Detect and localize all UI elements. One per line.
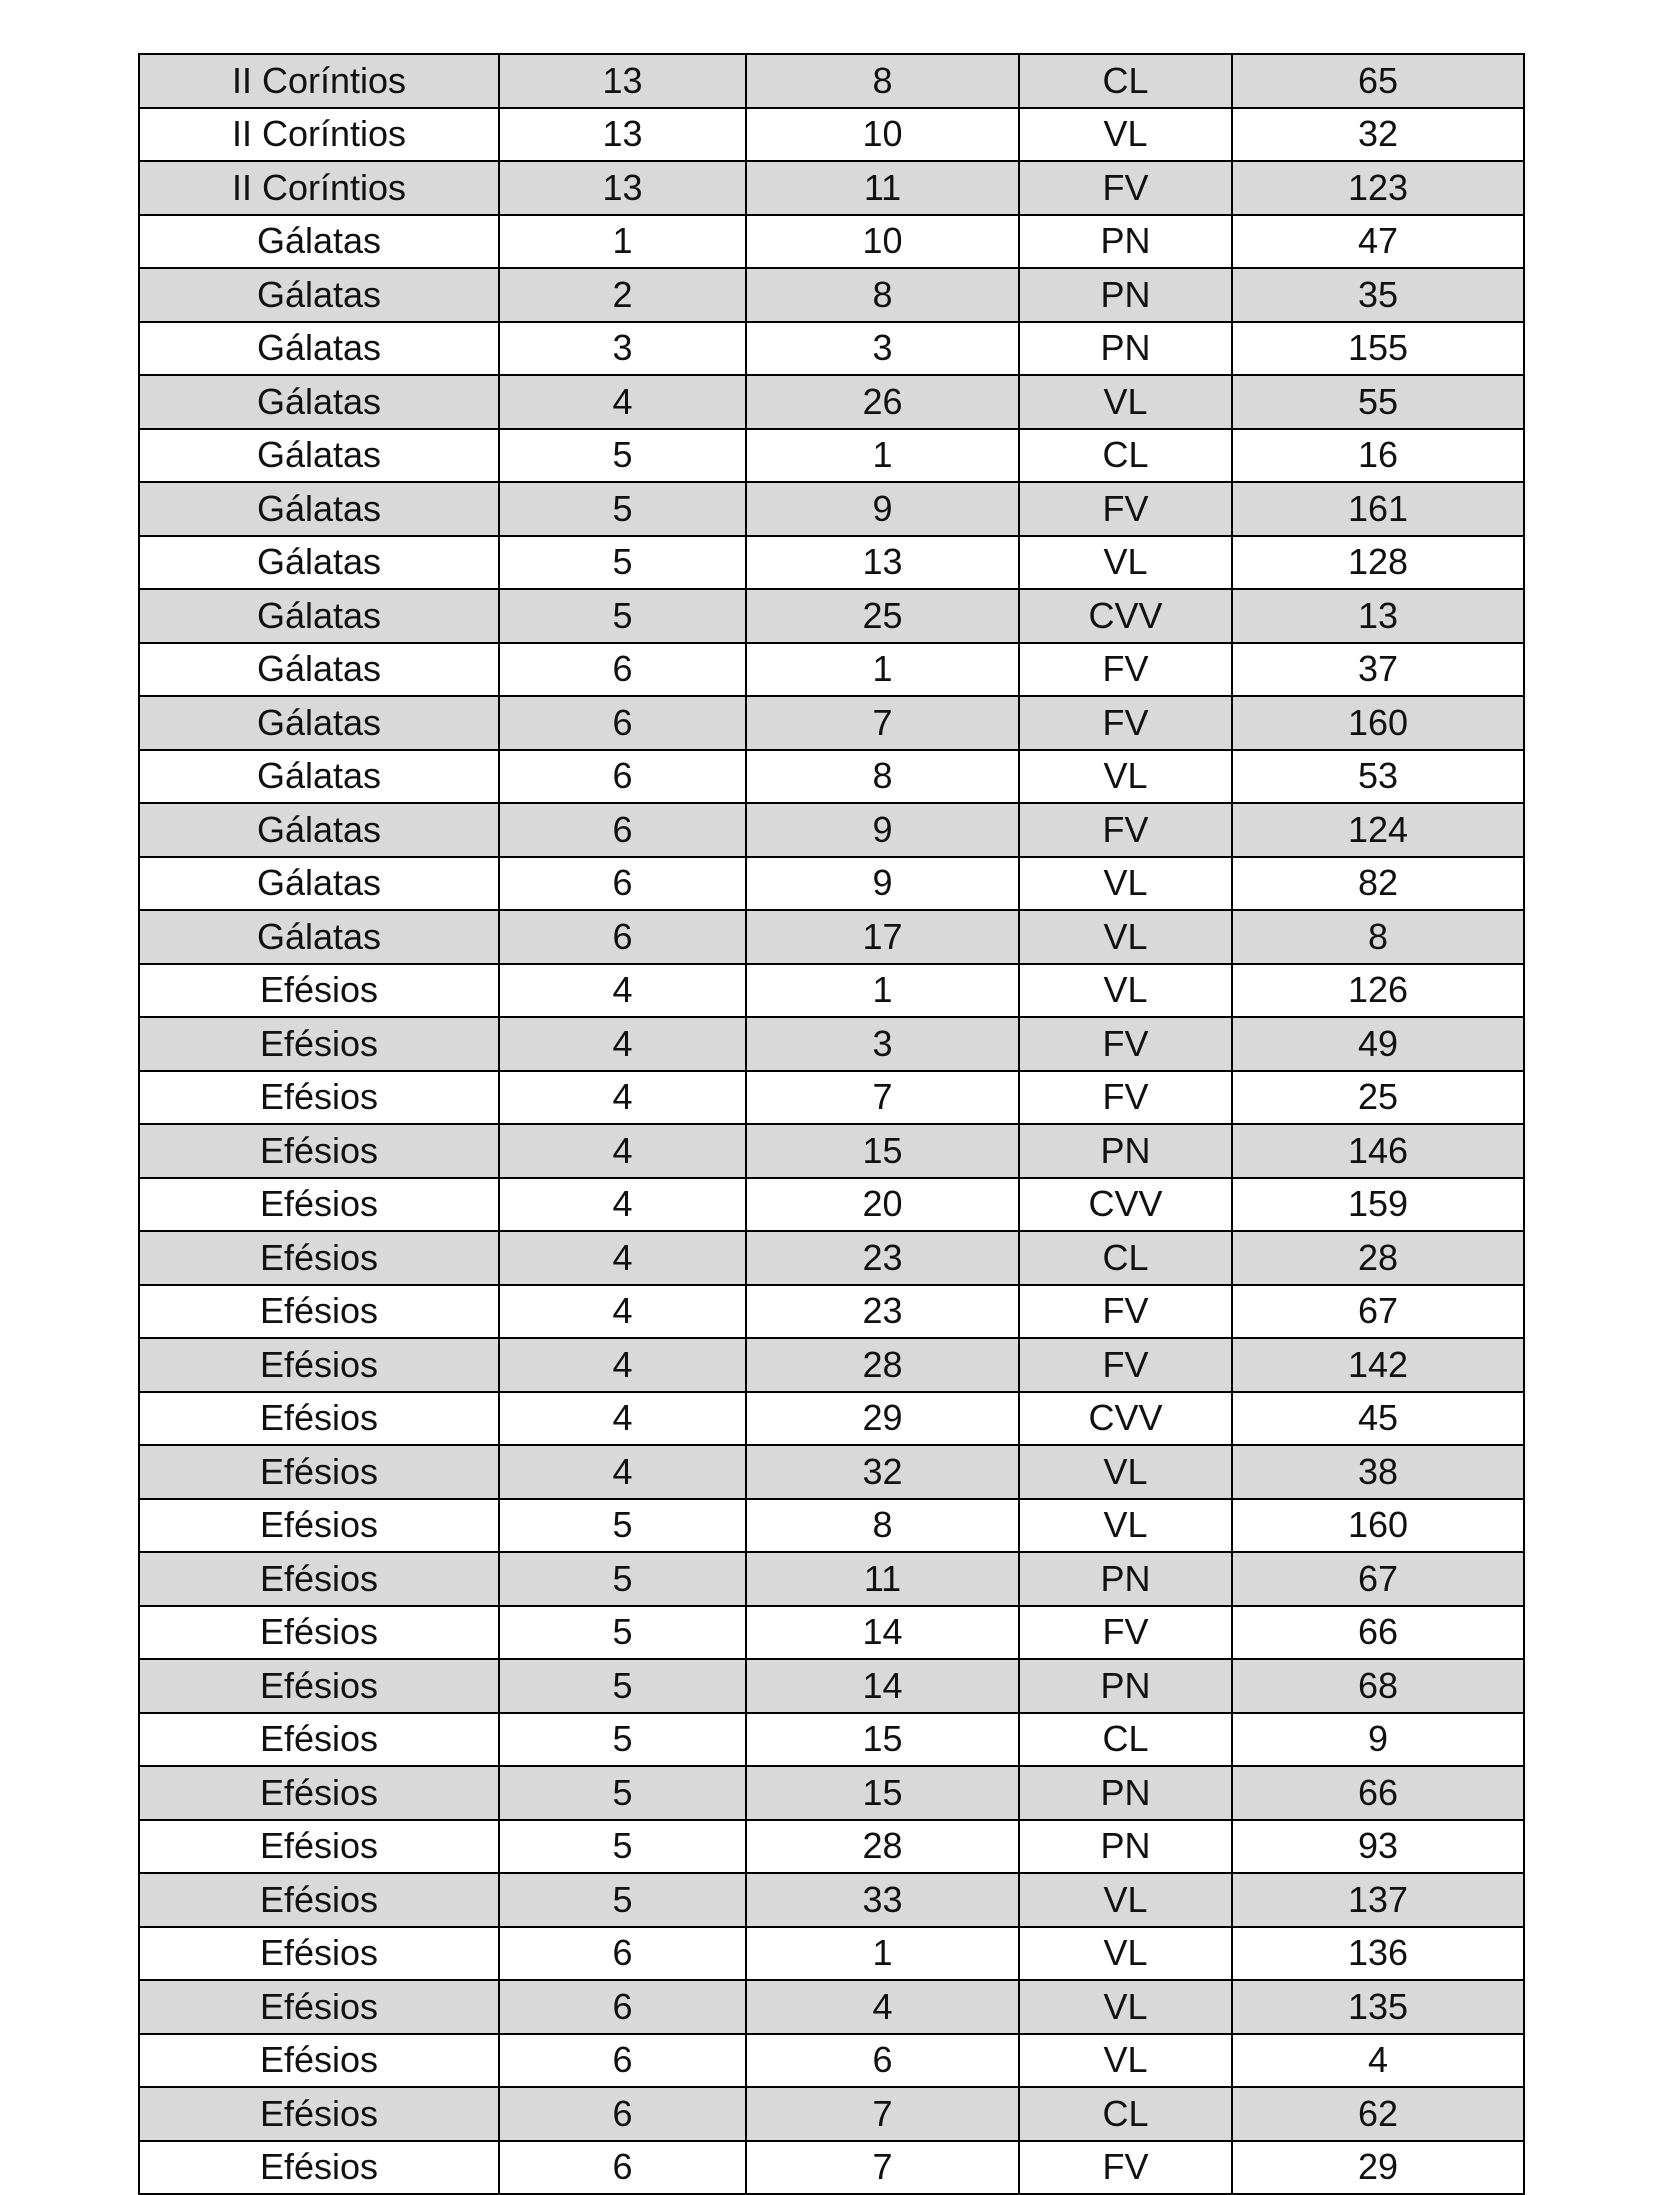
table-row (139, 1659, 1524, 1713)
verse-cell: 26 (746, 375, 1019, 429)
verse-cell: 14 (746, 1659, 1019, 1713)
category-cell: CVV (1019, 1178, 1232, 1232)
verse-cell: 17 (746, 910, 1019, 964)
category-cell: VL (1019, 910, 1232, 964)
verse-cell: 32 (746, 1445, 1019, 1499)
number-cell: 37 (1232, 643, 1524, 697)
verse-cell: 7 (746, 1071, 1019, 1125)
number-cell: 159 (1232, 1178, 1524, 1232)
category-cell: PN (1019, 1766, 1232, 1820)
book-cell: Gálatas (139, 536, 499, 590)
category-cell: VL (1019, 857, 1232, 911)
table-row (139, 1820, 1524, 1874)
chapter-cell: 4 (499, 1231, 746, 1285)
verse-cell: 14 (746, 1606, 1019, 1660)
book-cell: Gálatas (139, 589, 499, 643)
chapter-cell: 4 (499, 1445, 746, 1499)
chapter-cell: 4 (499, 1338, 746, 1392)
number-cell: 38 (1232, 1445, 1524, 1499)
category-cell: PN (1019, 268, 1232, 322)
verse-cell: 8 (746, 750, 1019, 804)
category-cell: FV (1019, 2141, 1232, 2195)
book-cell: Efésios (139, 1820, 499, 1874)
number-cell: 128 (1232, 536, 1524, 590)
book-cell: Efésios (139, 964, 499, 1018)
book-cell: Gálatas (139, 215, 499, 269)
book-cell: Gálatas (139, 857, 499, 911)
verse-cell: 33 (746, 1873, 1019, 1927)
verse-cell: 8 (746, 54, 1019, 108)
verse-cell: 15 (746, 1713, 1019, 1767)
table-body (139, 54, 1524, 2194)
table-row (139, 1017, 1524, 1071)
book-cell: Efésios (139, 1178, 499, 1232)
category-cell: FV (1019, 1606, 1232, 1660)
book-cell: Gálatas (139, 429, 499, 483)
verse-cell: 10 (746, 215, 1019, 269)
table-row (139, 2141, 1524, 2195)
number-cell: 124 (1232, 803, 1524, 857)
chapter-cell: 6 (499, 910, 746, 964)
table-row (139, 1552, 1524, 1606)
verse-cell: 23 (746, 1285, 1019, 1339)
verse-cell: 11 (746, 161, 1019, 215)
table-row (139, 1606, 1524, 1660)
category-cell: VL (1019, 750, 1232, 804)
number-cell: 66 (1232, 1606, 1524, 1660)
chapter-cell: 5 (499, 1766, 746, 1820)
verse-cell: 7 (746, 2141, 1019, 2195)
table-row (139, 2087, 1524, 2141)
number-cell: 53 (1232, 750, 1524, 804)
book-cell: Efésios (139, 1445, 499, 1499)
book-cell: Gálatas (139, 696, 499, 750)
category-cell: VL (1019, 1927, 1232, 1981)
table-row (139, 1071, 1524, 1125)
table-row (139, 108, 1524, 162)
chapter-cell: 6 (499, 2141, 746, 2195)
table-row (139, 1766, 1524, 1820)
verse-cell: 10 (746, 108, 1019, 162)
chapter-cell: 5 (499, 536, 746, 590)
verse-cell: 15 (746, 1766, 1019, 1820)
category-cell: VL (1019, 2034, 1232, 2088)
category-cell: CL (1019, 1713, 1232, 1767)
category-cell: FV (1019, 161, 1232, 215)
book-cell: Gálatas (139, 910, 499, 964)
book-cell: II Coríntios (139, 108, 499, 162)
book-cell: Efésios (139, 1231, 499, 1285)
verse-cell: 28 (746, 1820, 1019, 1874)
chapter-cell: 5 (499, 1606, 746, 1660)
chapter-cell: 4 (499, 1178, 746, 1232)
table-row (139, 2034, 1524, 2088)
number-cell: 35 (1232, 268, 1524, 322)
chapter-cell: 1 (499, 215, 746, 269)
number-cell: 146 (1232, 1124, 1524, 1178)
category-cell: VL (1019, 108, 1232, 162)
category-cell: FV (1019, 643, 1232, 697)
table-row (139, 589, 1524, 643)
book-cell: Efésios (139, 1606, 499, 1660)
book-cell: Efésios (139, 1071, 499, 1125)
number-cell: 82 (1232, 857, 1524, 911)
number-cell: 160 (1232, 696, 1524, 750)
chapter-cell: 6 (499, 857, 746, 911)
number-cell: 155 (1232, 322, 1524, 376)
chapter-cell: 6 (499, 643, 746, 697)
category-cell: PN (1019, 322, 1232, 376)
table-row (139, 964, 1524, 1018)
category-cell: PN (1019, 1552, 1232, 1606)
category-cell: VL (1019, 375, 1232, 429)
table-row (139, 215, 1524, 269)
category-cell: PN (1019, 1659, 1232, 1713)
chapter-cell: 13 (499, 54, 746, 108)
table-row (139, 803, 1524, 857)
table-row (139, 857, 1524, 911)
number-cell: 136 (1232, 1927, 1524, 1981)
chapter-cell: 13 (499, 161, 746, 215)
category-cell: VL (1019, 536, 1232, 590)
number-cell: 142 (1232, 1338, 1524, 1392)
number-cell: 47 (1232, 215, 1524, 269)
category-cell: PN (1019, 1820, 1232, 1874)
number-cell: 62 (1232, 2087, 1524, 2141)
verse-cell: 23 (746, 1231, 1019, 1285)
chapter-cell: 5 (499, 429, 746, 483)
table-row (139, 268, 1524, 322)
category-cell: FV (1019, 1338, 1232, 1392)
table-row (139, 643, 1524, 697)
verse-cell: 9 (746, 857, 1019, 911)
verse-cell: 8 (746, 1499, 1019, 1553)
chapter-cell: 5 (499, 1552, 746, 1606)
book-cell: Efésios (139, 1980, 499, 2034)
table-row (139, 1338, 1524, 1392)
number-cell: 32 (1232, 108, 1524, 162)
book-cell: II Coríntios (139, 54, 499, 108)
number-cell: 66 (1232, 1766, 1524, 1820)
number-cell: 126 (1232, 964, 1524, 1018)
number-cell: 9 (1232, 1713, 1524, 1767)
verse-cell: 7 (746, 2087, 1019, 2141)
verse-cell: 29 (746, 1392, 1019, 1446)
table-row (139, 1231, 1524, 1285)
verse-cell: 1 (746, 964, 1019, 1018)
number-cell: 160 (1232, 1499, 1524, 1553)
category-cell: CL (1019, 429, 1232, 483)
table-row (139, 375, 1524, 429)
table-row (139, 536, 1524, 590)
category-cell: VL (1019, 1445, 1232, 1499)
category-cell: FV (1019, 1285, 1232, 1339)
category-cell: CL (1019, 2087, 1232, 2141)
category-cell: CL (1019, 54, 1232, 108)
verse-cell: 9 (746, 803, 1019, 857)
book-cell: Efésios (139, 1873, 499, 1927)
book-cell: Efésios (139, 1017, 499, 1071)
category-cell: VL (1019, 1980, 1232, 2034)
chapter-cell: 5 (499, 589, 746, 643)
verse-cell: 4 (746, 1980, 1019, 2034)
verse-cell: 8 (746, 268, 1019, 322)
chapter-cell: 4 (499, 1071, 746, 1125)
book-cell: Gálatas (139, 750, 499, 804)
verse-cell: 3 (746, 322, 1019, 376)
book-cell: Gálatas (139, 268, 499, 322)
category-cell: FV (1019, 482, 1232, 536)
verse-cell: 1 (746, 1927, 1019, 1981)
chapter-cell: 5 (499, 1713, 746, 1767)
number-cell: 55 (1232, 375, 1524, 429)
verse-cell: 1 (746, 643, 1019, 697)
book-cell: II Coríntios (139, 161, 499, 215)
chapter-cell: 6 (499, 750, 746, 804)
number-cell: 93 (1232, 1820, 1524, 1874)
chapter-cell: 5 (499, 1820, 746, 1874)
book-cell: Gálatas (139, 482, 499, 536)
verse-cell: 20 (746, 1178, 1019, 1232)
number-cell: 67 (1232, 1552, 1524, 1606)
chapter-cell: 4 (499, 1017, 746, 1071)
category-cell: PN (1019, 215, 1232, 269)
chapter-cell: 4 (499, 1392, 746, 1446)
verse-cell: 25 (746, 589, 1019, 643)
chapter-cell: 6 (499, 803, 746, 857)
number-cell: 137 (1232, 1873, 1524, 1927)
book-cell: Gálatas (139, 322, 499, 376)
chapter-cell: 6 (499, 2087, 746, 2141)
book-cell: Efésios (139, 1552, 499, 1606)
verse-cell: 15 (746, 1124, 1019, 1178)
book-cell: Gálatas (139, 375, 499, 429)
book-cell: Efésios (139, 1713, 499, 1767)
table-row (139, 1499, 1524, 1553)
number-cell: 135 (1232, 1980, 1524, 2034)
verse-cell: 3 (746, 1017, 1019, 1071)
table-row (139, 1124, 1524, 1178)
number-cell: 49 (1232, 1017, 1524, 1071)
table-row (139, 1927, 1524, 1981)
number-cell: 29 (1232, 2141, 1524, 2195)
category-cell: FV (1019, 1017, 1232, 1071)
book-cell: Efésios (139, 1338, 499, 1392)
table-row (139, 1285, 1524, 1339)
book-cell: Efésios (139, 1285, 499, 1339)
book-cell: Efésios (139, 1124, 499, 1178)
chapter-cell: 13 (499, 108, 746, 162)
category-cell: VL (1019, 1873, 1232, 1927)
book-cell: Efésios (139, 2141, 499, 2195)
chapter-cell: 5 (499, 1659, 746, 1713)
table-row (139, 1445, 1524, 1499)
chapter-cell: 6 (499, 1980, 746, 2034)
chapter-cell: 2 (499, 268, 746, 322)
number-cell: 28 (1232, 1231, 1524, 1285)
book-cell: Efésios (139, 1659, 499, 1713)
verse-cell: 9 (746, 482, 1019, 536)
chapter-cell: 5 (499, 1499, 746, 1553)
number-cell: 8 (1232, 910, 1524, 964)
book-cell: Gálatas (139, 803, 499, 857)
chapter-cell: 6 (499, 2034, 746, 2088)
book-cell: Efésios (139, 1766, 499, 1820)
number-cell: 68 (1232, 1659, 1524, 1713)
table-row (139, 750, 1524, 804)
category-cell: PN (1019, 1124, 1232, 1178)
number-cell: 123 (1232, 161, 1524, 215)
number-cell: 13 (1232, 589, 1524, 643)
chapter-cell: 3 (499, 322, 746, 376)
chapter-cell: 4 (499, 375, 746, 429)
table-row (139, 54, 1524, 108)
category-cell: CVV (1019, 1392, 1232, 1446)
chapter-cell: 4 (499, 964, 746, 1018)
table-row (139, 1713, 1524, 1767)
verse-cell: 28 (746, 1338, 1019, 1392)
book-cell: Efésios (139, 1927, 499, 1981)
number-cell: 25 (1232, 1071, 1524, 1125)
chapter-cell: 5 (499, 1873, 746, 1927)
table-row (139, 910, 1524, 964)
table-row (139, 1873, 1524, 1927)
chapter-cell: 6 (499, 696, 746, 750)
chapter-cell: 6 (499, 1927, 746, 1981)
number-cell: 161 (1232, 482, 1524, 536)
number-cell: 4 (1232, 2034, 1524, 2088)
verse-cell: 1 (746, 429, 1019, 483)
table-row (139, 696, 1524, 750)
verse-cell: 7 (746, 696, 1019, 750)
book-cell: Gálatas (139, 643, 499, 697)
category-cell: FV (1019, 696, 1232, 750)
data-table (138, 53, 1525, 2195)
number-cell: 65 (1232, 54, 1524, 108)
chapter-cell: 4 (499, 1124, 746, 1178)
number-cell: 45 (1232, 1392, 1524, 1446)
table-row (139, 161, 1524, 215)
verse-cell: 6 (746, 2034, 1019, 2088)
table-row (139, 482, 1524, 536)
book-cell: Efésios (139, 2034, 499, 2088)
number-cell: 67 (1232, 1285, 1524, 1339)
book-cell: Efésios (139, 1499, 499, 1553)
book-cell: Efésios (139, 1392, 499, 1446)
category-cell: FV (1019, 1071, 1232, 1125)
verse-cell: 11 (746, 1552, 1019, 1606)
category-cell: VL (1019, 964, 1232, 1018)
verse-cell: 13 (746, 536, 1019, 590)
table-row (139, 429, 1524, 483)
table-row (139, 1178, 1524, 1232)
category-cell: CVV (1019, 589, 1232, 643)
chapter-cell: 4 (499, 1285, 746, 1339)
book-cell: Efésios (139, 2087, 499, 2141)
table-row (139, 1392, 1524, 1446)
category-cell: VL (1019, 1499, 1232, 1553)
table-row (139, 322, 1524, 376)
table-row (139, 1980, 1524, 2034)
category-cell: FV (1019, 803, 1232, 857)
number-cell: 16 (1232, 429, 1524, 483)
category-cell: CL (1019, 1231, 1232, 1285)
chapter-cell: 5 (499, 482, 746, 536)
